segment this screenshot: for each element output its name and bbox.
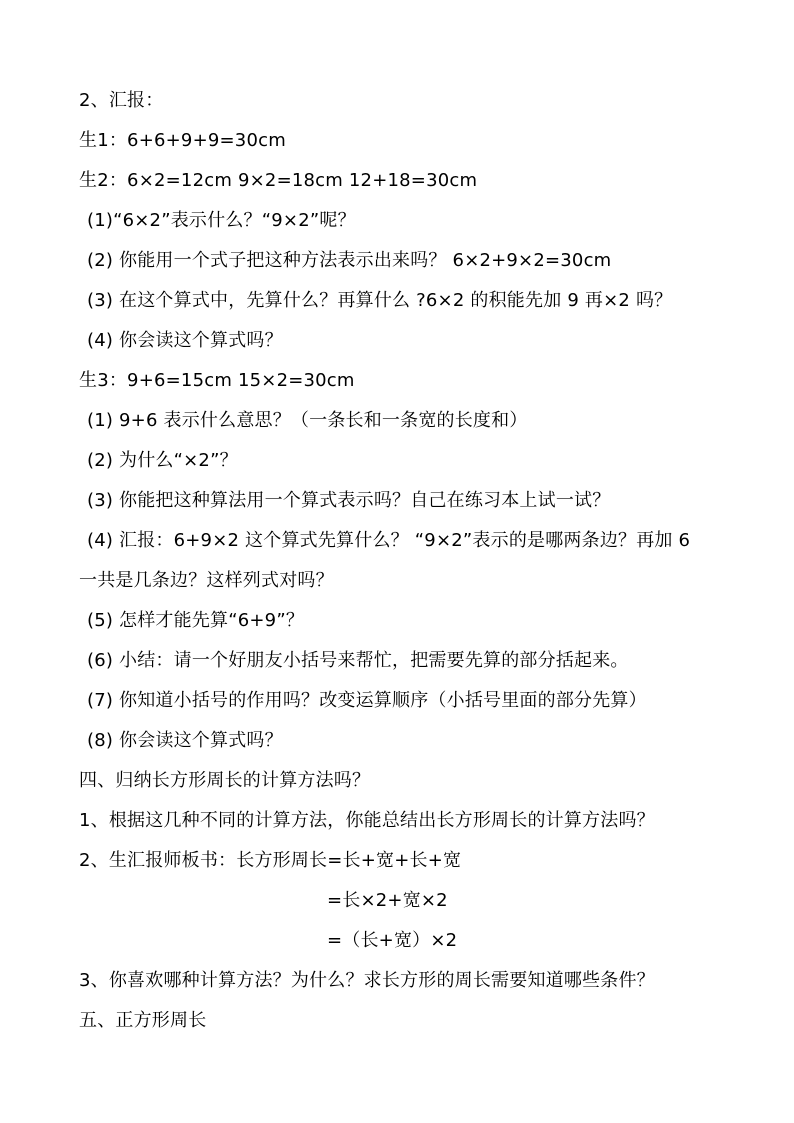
section-four-item-2: 2、生汇报师板书：长方形周长=长+宽+长+宽 bbox=[79, 850, 462, 871]
formula-line-3: =（长+宽）×2 bbox=[327, 930, 458, 951]
student2-question-4: (4) 你会读这个算式吗？ bbox=[87, 330, 283, 351]
formula-line-2: =长×2+宽×2 bbox=[327, 890, 448, 911]
student2-question-3: (3) 在这个算式中，先算什么？再算什么 ?6×2 的积能先加 9 再×2 吗？ bbox=[87, 290, 673, 311]
section-four-item-3: 3、你喜欢哪种计算方法？为什么？求长方形的周长需要知道哪些条件？ bbox=[79, 970, 655, 991]
student3-question-4: (4) 汇报：6+9×2 这个算式先算什么？ “9×2”表示的是哪两条边？再加 6 bbox=[87, 530, 691, 551]
student3-answer: 生3：9+6=15cm 15×2=30cm bbox=[79, 370, 355, 391]
section-heading-report: 2、汇报： bbox=[79, 90, 164, 111]
student3-summary: (6) 小结：请一个好朋友小括号来帮忙，把需要先算的部分括起来。 bbox=[87, 650, 629, 671]
section-four-item-1: 1、根据这几种不同的计算方法，你能总结出长方形周长的计算方法吗？ bbox=[79, 810, 655, 831]
student3-question-8: (8) 你会读这个算式吗？ bbox=[87, 730, 283, 751]
student3-question-3: (3) 你能把这种算法用一个算式表示吗？自己在练习本上试一试？ bbox=[87, 490, 611, 511]
student2-question-1: (1)“6×2”表示什么？“9×2”呢？ bbox=[87, 210, 356, 231]
student3-question-5: (5) 怎样才能先算“6+9”？ bbox=[87, 610, 305, 631]
student3-question-1: (1) 9+6 表示什么意思？（一条长和一条宽的长度和） bbox=[87, 410, 528, 431]
section-heading-four: 四、归纳长方形周长的计算方法吗？ bbox=[79, 770, 371, 791]
student3-question-2: (2) 为什么“×2”？ bbox=[87, 450, 238, 471]
student2-question-2: (2) 你能用一个式子把这种方法表示出来吗？ 6×2+9×2=30cm bbox=[87, 250, 612, 271]
student3-question-4-continued: 一共是几条边？这样列式对吗？ bbox=[79, 570, 334, 591]
student3-question-7: (7) 你知道小括号的作用吗？改变运算顺序（小括号里面的部分先算） bbox=[87, 690, 647, 711]
student2-answer: 生2：6×2=12cm 9×2=18cm 12+18=30cm bbox=[79, 170, 478, 191]
student1-answer: 生1：6+6+9+9=30cm bbox=[79, 130, 286, 151]
section-heading-five: 五、正方形周长 bbox=[79, 1010, 207, 1031]
